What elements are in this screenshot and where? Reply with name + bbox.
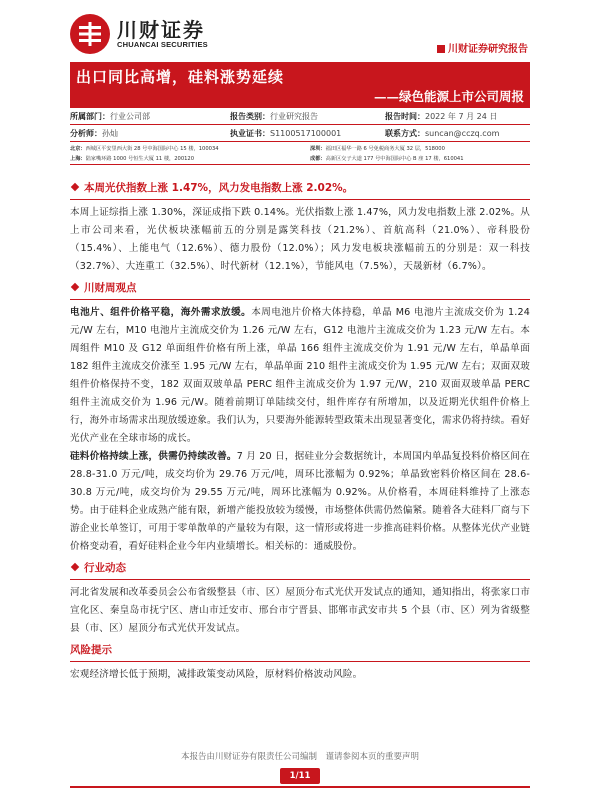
section-divider xyxy=(70,199,530,200)
contact-email-link[interactable]: suncan@cczq.com xyxy=(425,129,500,138)
chengdu-address: 高新区交子大道 177 号中海国际中心 B 座 17 楼，610041 xyxy=(325,156,464,162)
view-paragraph-2 xyxy=(70,448,530,556)
contact-label: 联系方式： xyxy=(385,129,425,138)
report-tag-label: 川财证券研究报告 xyxy=(448,44,528,55)
view-p2-body: 7 月 20 日，据硅业分会数据统计，本周国内单晶复投料价格区间在 28.8-31.0 万元/吨，成交均价为 29.76 万元/吨，周环比涨幅为 0.92%；单晶致密料价格区间在 28.6-30.8 万元/吨，成交均价为 29.55 万元/吨，周环比涨幅为 0.92%。从价格看，本周硅料维持了上涨态势。由于硅料企业成熟产能有限，新增产能投放较为缓慢，市场整体供需仍然偏紧。随着各大硅料厂商与下游企业长单签订，可用于零单散单的产量较为有限，这一情形或将进一步推高硅料价格。从整体光伏产业链价格变动看，看好硅料企业今年内业绩增长。相关标的：通威股份。 xyxy=(70,451,530,552)
report-subtitle: ——绿色能源上市公司周报 xyxy=(373,89,524,104)
summary-paragraph: 本周上证综指上涨 1.30%，深证成指下跌 0.14%。光伏指数上涨 1.47%，风力发电指数上涨 2.02%。从上市公司来看，光伏板块涨幅前五的分别是露笑科技（21.2%）、首航高科（21.0%）、帝科股份（15.4%）、上能电气（12.6%）、德力股份（12.0%）；风力发电板块涨幅前五的分别是：双一科技（32.7%）、大连重工（32.5%）、时代新材（12.1%），节能风电（7.5%），天晟新材（6.7%）。 xyxy=(70,207,530,272)
diamond-bullet-icon xyxy=(71,183,79,191)
logo-english-name: CHUANCAI SECURITIES xyxy=(117,40,208,49)
summary-heading-text: 本周光伏指数上涨 1.47%，风力发电指数上涨 2.02%。 xyxy=(84,182,354,194)
risk-heading xyxy=(70,642,530,659)
risk-paragraph: 宏观经济增长低于预期，减排政策变动风险，原材料价格波动风险。 xyxy=(70,669,363,680)
view-heading-text: 川财周观点 xyxy=(84,282,137,294)
cert-value: S1100517100001 xyxy=(270,129,342,138)
shenzhen-label: 深圳： xyxy=(310,146,326,152)
shanghai-label: 上海： xyxy=(70,156,86,162)
chengdu-label: 成都： xyxy=(310,156,326,162)
cert-label: 执业证书： xyxy=(230,129,270,138)
report-tag xyxy=(437,40,528,55)
page-header xyxy=(0,0,600,62)
meta-row-1 xyxy=(70,108,530,125)
section-divider xyxy=(70,661,530,662)
date-label: 报告时间： xyxy=(385,112,425,121)
view-p1-body: 本周电池片价格大体持稳，单晶 M6 电池片主流成交价为 1.24 元/W 左右，M10 电池片主流成交价为 1.26 元/W 左右，G12 电池片主流成交价为 1.23 元/W 左右。本周组件 M10 及 G12 单面组件价格有所上涨，单晶 166 组件主流成交价为 1.91 元/W 左右，单晶单面 182 组件主流成交价涨至 1.95 元/W 左右，单晶单面 210 组件主流成交价为 1.95 元/W 左右；双面双玻组件价格保持不变，182 双面双玻单晶 PERC 组件主流成交价为 1.97 元/W，210 双面双玻单晶 PERC 组件主流成交价为 1.96 元/W。随着前期订单陆续交付，组件库存有所增加，以及近期光伏组件价格上行，海外市场需求出现放缓迹象。我们认为，只要海外能源转型政策未出现显著变化，需求仍将持续。看好光伏产业在全球市场的成长。 xyxy=(70,307,530,444)
beijing-label: 北京： xyxy=(70,146,86,152)
report-title: 出口同比高增，硅料涨势延续 xyxy=(76,68,285,86)
analyst-label: 分析师： xyxy=(70,129,102,138)
chuancai-logo-icon xyxy=(70,14,110,54)
view-paragraph-1 xyxy=(70,304,530,448)
dept-label: 所属部门： xyxy=(70,112,110,121)
diamond-bullet-icon xyxy=(71,283,79,291)
page-number: 1/11 xyxy=(280,768,320,784)
type-value: 行业研究报告 xyxy=(270,112,318,121)
view-p1-lead: 电池片、组件价格平稳，海外需求放缓。 xyxy=(70,307,252,318)
type-label: 报告类别： xyxy=(230,112,270,121)
report-body xyxy=(70,180,530,684)
industry-heading xyxy=(70,560,530,577)
view-p2-lead: 硅料价格持续上涨，供需仍持续改善。 xyxy=(70,451,237,462)
meta-row-2 xyxy=(70,125,530,142)
diamond-bullet-icon xyxy=(71,563,79,571)
logo-chinese-name: 川财证券 xyxy=(117,18,205,42)
title-banner xyxy=(70,62,530,108)
view-heading xyxy=(70,280,530,297)
shanghai-address: 陆家嘴环路 1000 号恒生大厦 11 楼，200120 xyxy=(85,156,195,162)
industry-heading-text: 行业动态 xyxy=(84,562,126,574)
beijing-address: 西城区平安里西大街 28 号中海国际中心 15 楼，100034 xyxy=(85,146,219,152)
footer-disclaimer: 本报告由川财证券有限责任公司编制 谨请参阅本页的重要声明 xyxy=(180,752,419,762)
industry-paragraph: 河北省发展和改革委员会公布省级整县（市、区）屋顶分布式光伏开发试点的通知，通知指出，将张家口市宣化区、秦皇岛市抚宁区、唐山市迁安市、邢台市宁晋县、邯郸市武安市共 5 个县（市、区）列为省级整县（市、区）屋顶分布式光伏开发试点。 xyxy=(70,587,530,634)
analyst-value: 孙灿 xyxy=(102,129,118,138)
section-divider xyxy=(70,299,530,300)
report-meta xyxy=(70,108,530,165)
tag-square-icon xyxy=(437,45,445,53)
section-divider xyxy=(70,579,530,580)
risk-heading-text: 风险提示 xyxy=(70,644,112,656)
shenzhen-address: 福田区福华一路 6 号免税商务大厦 32 层，518000 xyxy=(325,146,445,152)
dept-value: 行业公司部 xyxy=(110,112,150,121)
date-value: 2022 年 7 月 24 日 xyxy=(425,112,498,121)
footer-rule xyxy=(70,786,530,788)
summary-heading xyxy=(70,180,530,197)
office-addresses xyxy=(70,142,530,165)
